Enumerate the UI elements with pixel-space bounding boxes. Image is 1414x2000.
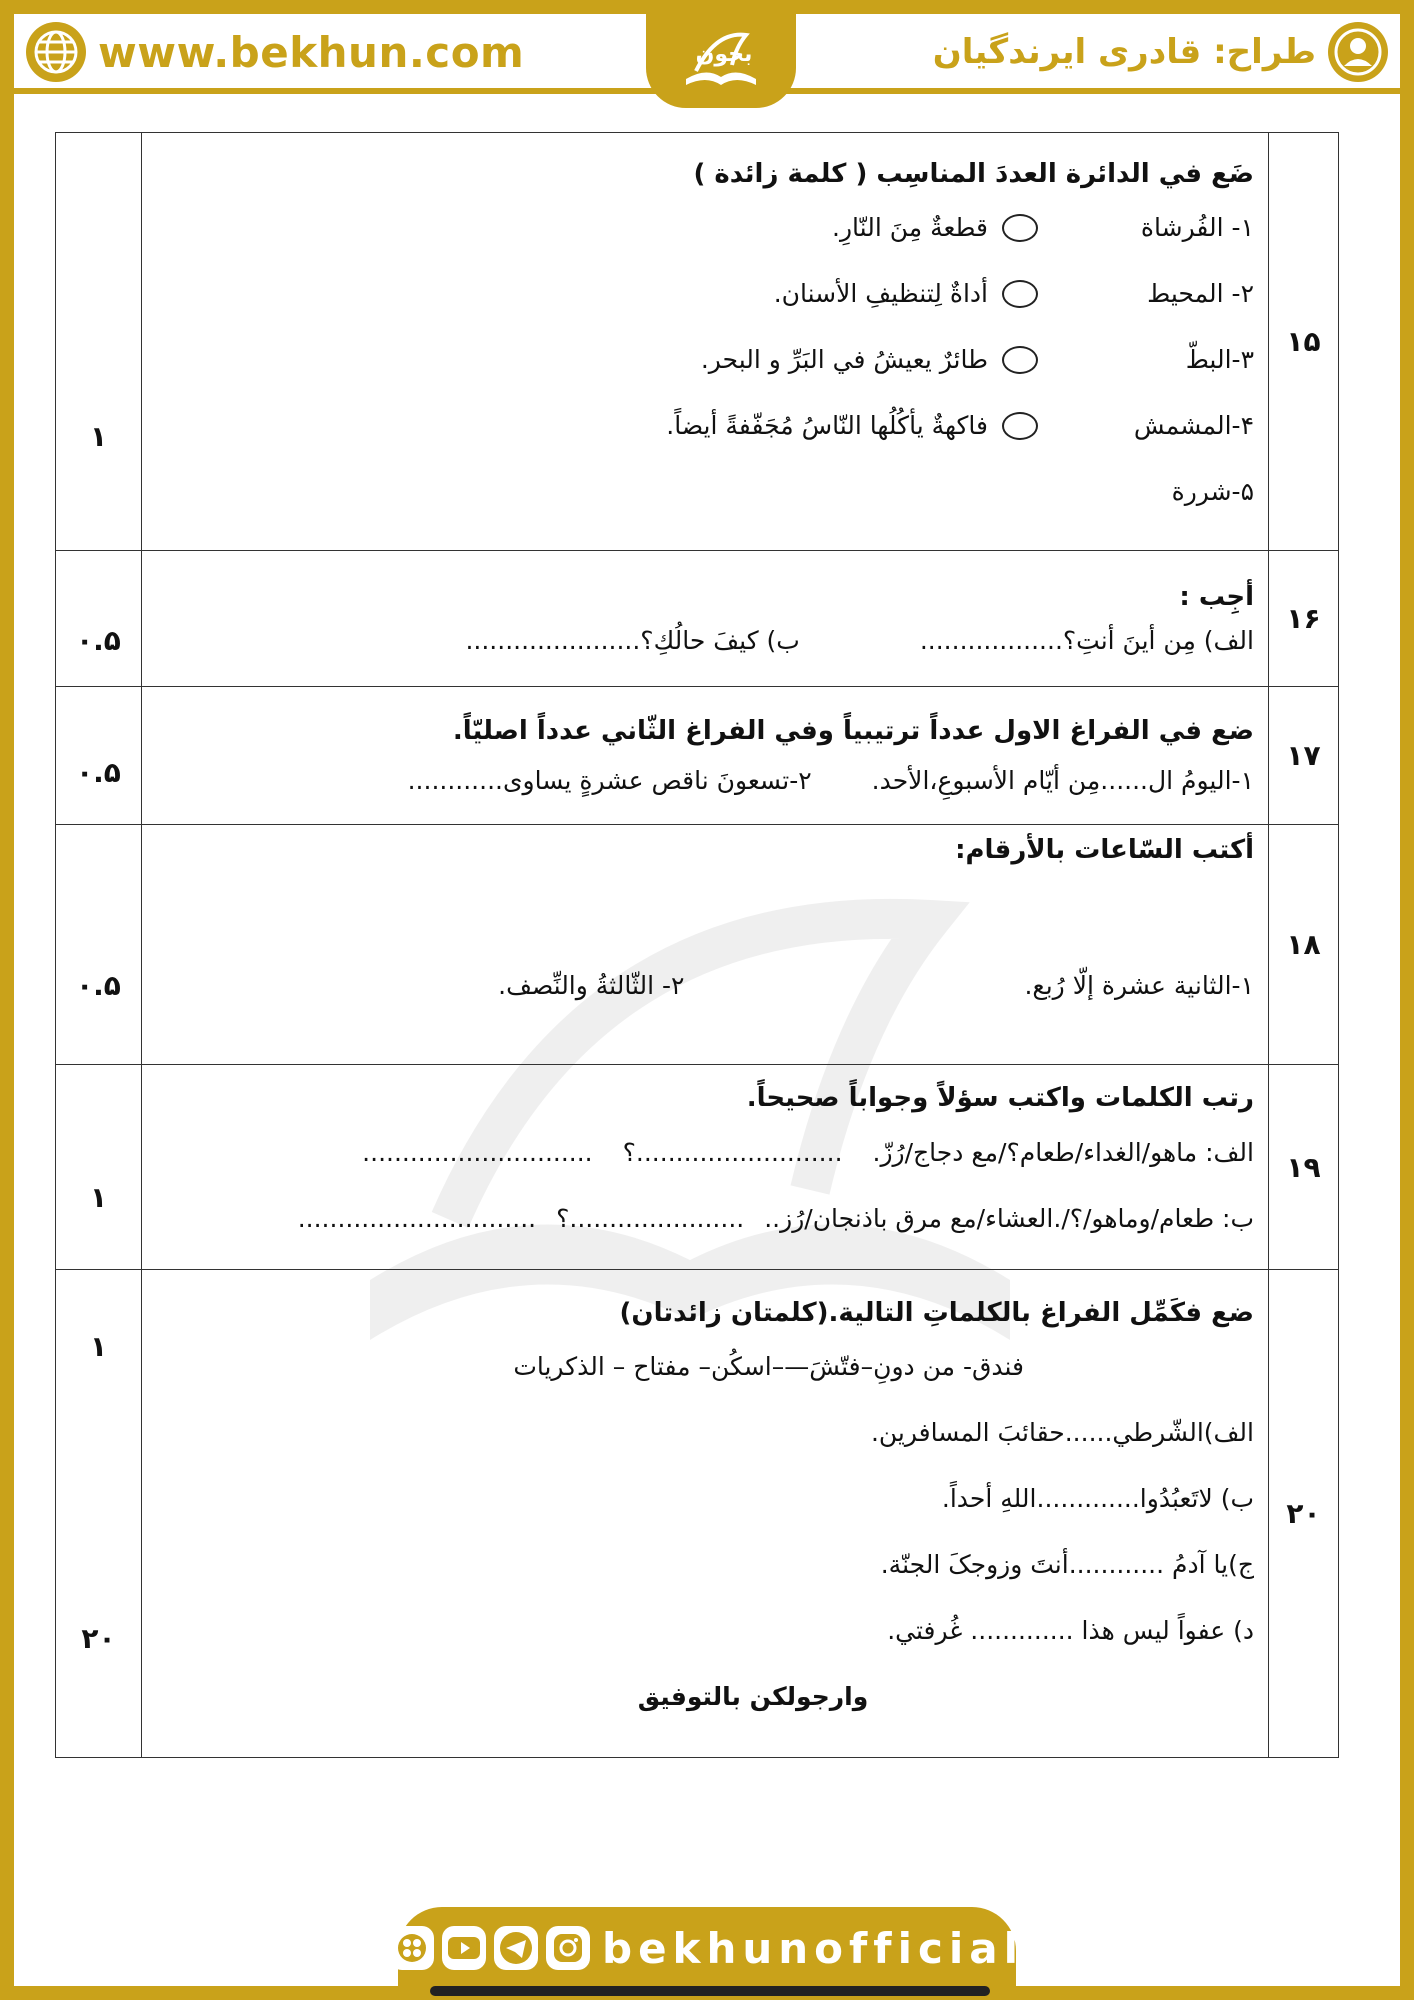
answer-item-a: ۱-الثانية عشرة إلّا رُبع.: [1024, 971, 1254, 1000]
match-row: [162, 327, 1254, 393]
match-definition: قطعةٌ مِنَ النّارِ.: [832, 213, 988, 242]
question-row-19: [56, 1065, 1339, 1270]
question-score: ۱: [56, 133, 142, 551]
footer-shadow: [430, 1986, 990, 1996]
aparat-icon[interactable]: [390, 1926, 434, 1970]
user-icon: [1328, 22, 1388, 82]
question-score: ۱: [56, 1065, 142, 1270]
question-title: ضع فكَمِّل الفراغ بالكلماتِ التالية.(كلمتان زائدتان): [619, 1297, 1254, 1328]
question-score: ۰.۵: [56, 551, 142, 687]
reorder-row-a: [162, 1119, 1254, 1185]
website-link[interactable]: [26, 20, 524, 84]
question-row-16: [56, 551, 1339, 687]
social-handle: bekhunofficial: [602, 1923, 1025, 1973]
question-score: ۰.۵: [56, 825, 142, 1065]
question-row-18: [56, 825, 1339, 1065]
question-title: ضَع في الدائرة العددَ المناسِب ( كلمة زائدة ): [693, 158, 1254, 189]
answer-blank-b[interactable]: ۲-تسعونَ ناقص عشرةٍ يساوى............: [407, 766, 812, 795]
question-score: ۱: [89, 1330, 108, 1363]
question-row-17: [56, 687, 1339, 825]
fill-line-d[interactable]: د) عفواً ليس هذا ............. غُرفتي.: [887, 1616, 1254, 1645]
answer-item-b: ۲- الثّالثةُ والنِّصف.: [498, 971, 685, 1000]
match-row: [162, 459, 1254, 525]
social-icons: [390, 1926, 590, 1970]
match-word: ۴-المشمش: [1133, 411, 1254, 440]
match-definition: فاكهةٌ يأكُلُها النّاسُ مُجَفّفةً أيضاً.: [666, 411, 988, 440]
logo-book-icon: [666, 21, 776, 101]
brand-logo: [646, 14, 796, 108]
answer-circle[interactable]: [1002, 346, 1038, 374]
question-title: أجِب :: [1179, 582, 1254, 612]
question-row-20: [56, 1270, 1339, 1758]
globe-icon: [26, 22, 86, 82]
fill-line-a[interactable]: الف)الشّرطي......حقائبَ المسافرين.: [870, 1418, 1254, 1447]
answer-blank-a[interactable]: الف) مِن أينَ أنتِ؟..................: [919, 626, 1254, 655]
match-word: ۲- المحيط: [1147, 279, 1254, 308]
fill-line-b[interactable]: ب) لاتَعبُدُوا.............اللهِ أحداً.: [941, 1484, 1254, 1513]
match-row: [162, 195, 1254, 261]
match-word: ۱- الفُرشاة: [1140, 213, 1254, 242]
youtube-icon[interactable]: [442, 1926, 486, 1970]
question-blank[interactable]: ......................؟: [556, 1203, 745, 1233]
instagram-icon[interactable]: [546, 1926, 590, 1970]
answer-circle[interactable]: [1002, 214, 1038, 242]
question-number: ۱۷: [1269, 687, 1339, 825]
question-body: [142, 687, 1269, 825]
question-title: أكتب السّاعات بالأرقام:: [955, 835, 1254, 865]
answer-blank[interactable]: ..............................: [297, 1203, 537, 1233]
match-row: [162, 261, 1254, 327]
match-word: ۳-البطّ: [1185, 345, 1254, 374]
social-footer[interactable]: [398, 1907, 1025, 1989]
match-definition: أداةٌ لِتنظيفِ الأسنان.: [773, 279, 988, 308]
question-body: [142, 551, 1269, 687]
word-bank: فندق- من دونِ–فتّشَ—–اسكُن– مفتاح – الذكريات: [513, 1352, 1024, 1381]
question-blank[interactable]: ..........................؟: [622, 1137, 843, 1167]
question-title: ضع في الفراغ الاول عدداً ترتيبياً وفي الفراغ الثّاني عدداً اصليّاً.: [452, 716, 1254, 746]
question-body: [142, 133, 1269, 551]
question-score: ۰.۵: [56, 687, 142, 825]
designer-name: طراح: قادری ایرندگیان: [932, 32, 1316, 72]
question-number: ۱۵: [1269, 133, 1339, 551]
question-score-cell: [56, 1270, 142, 1758]
svg-text:بخون: بخون: [695, 42, 753, 67]
question-body: [142, 1065, 1269, 1270]
answer-circle[interactable]: [1002, 280, 1038, 308]
telegram-icon[interactable]: [494, 1926, 538, 1970]
question-number: ۱۶: [1269, 551, 1339, 687]
scrambled-words: الف: ماهو/الغداء/طعام؟/مع دجاج/رُزّ.: [872, 1137, 1254, 1167]
answer-blank-a[interactable]: ۱-اليومُ ال......مِن أيّام الأسبوعِ،الأحد.: [871, 766, 1254, 795]
closing-wish: وارجولكن بالتوفيق: [637, 1682, 869, 1711]
reorder-row-b: [162, 1185, 1254, 1251]
match-word: ۵-شررة: [1171, 477, 1254, 506]
fill-line-c[interactable]: ج)يا آدمُ ............أنتَ وزوجکَ الجنّة.: [880, 1550, 1254, 1579]
question-body: [142, 825, 1269, 1065]
question-title: رتب الكلمات واكتب سؤلاً وجواباً صحيحاً.: [746, 1083, 1254, 1113]
answer-blank[interactable]: .............................: [362, 1137, 593, 1167]
match-row: [162, 393, 1254, 459]
total-score: ۲۰: [81, 1622, 116, 1655]
question-number: ۲۰: [1269, 1270, 1339, 1758]
question-body: [142, 1270, 1269, 1758]
question-number: ۱۸: [1269, 825, 1339, 1065]
designer-credit: [933, 20, 1388, 84]
question-row-15: [56, 133, 1339, 551]
website-url: www.bekhun.com: [98, 27, 525, 77]
exam-table: [55, 132, 1339, 1758]
answer-circle[interactable]: [1002, 412, 1038, 440]
scrambled-words: ب: طعام/وماهو/؟/.العشاء/مع مرق باذنجان/رُز..: [764, 1203, 1254, 1233]
match-definition: طائرٌ يعيشُ في البَرِّ و البحر.: [700, 345, 988, 374]
page-header: [14, 14, 1400, 94]
question-number: ۱۹: [1269, 1065, 1339, 1270]
answer-blank-b[interactable]: ب) كيفَ حالُكِ؟......................: [465, 626, 800, 655]
